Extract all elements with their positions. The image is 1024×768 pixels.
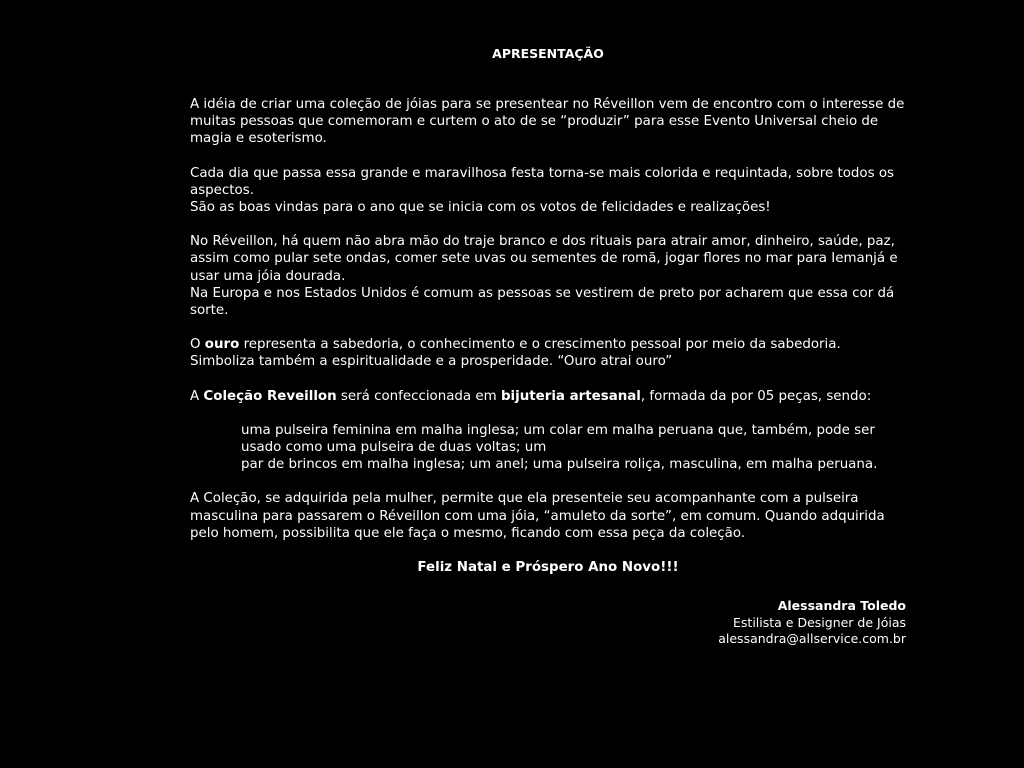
paragraph-intro: A idéia de criar uma coleção de jóias para se presentear no Réveillon vem de encontro com o interesse de muitas pessoas que comemoram e curtem o ato de se “produzir” para esse Evento Universal cheio de magia e esoterismo. [190,97,905,147]
closing-greeting: Feliz Natal e Próspero Ano Novo!!! [417,560,679,576]
paragraph-colecao-mid: será confeccionada em [336,388,501,404]
paragraph-colecao-pre: A [190,388,204,404]
paragraph-ouro [190,336,906,370]
paragraph-presente: A Coleção, se adquirida pela mulher, permite que ela presenteie seu acompanhante com a pulseira masculina para passarem o Réveillon com uma jóia, “amuleto da sorte”, em comum. Quando adquirida pelo homem, possibilita que ele faça o mesmo, ficando com essa peça da coleção. [190,491,885,541]
slide-title: APRESENTAÇÃO [492,46,604,61]
paragraph-items-1: uma pulseira feminina em malha inglesa; um colar em malha peruana que, também, pode ser usado como uma pulseira de duas voltas; um [241,422,875,456]
paragraph-items-2: par de brincos em malha inglesa; um anel; uma pulseira roliça, masculina, em malha peruana. [241,457,878,473]
paragraph-ouro-post: representa a sabedoria, o conhecimento e o crescimento pessoal por meio da sabedoria. Simboliza também a espiritualidade e a prosperidade. “Ouro atrai ouro” [190,337,841,370]
slide-content [190,45,906,648]
signature-role: Estilista e Designer de Jóias [733,614,906,630]
paragraph-colecao-post: , formada da por 05 peças, sendo: [640,388,872,404]
signature-email: alessandra@allservice.com.br [718,631,906,647]
paragraph-colecao [190,388,906,405]
paragraph-festa: Cada dia que passa essa grande e maravilhosa festa torna-se mais colorida e requintada, sobre todos os aspectos. [190,165,895,198]
signature-name: Alessandra Toledo [777,598,906,614]
paragraph-europa: Na Europa e nos Estados Unidos é comum as pessoas se vestirem de preto por acharem que essa cor dá sorte. [190,285,895,319]
paragraph-ouro-bold: ouro [204,337,240,353]
paragraph-ouro-pre: O [190,337,205,353]
paragraph-rituais: No Réveillon, há quem não abra mão do traje branco e dos rituais para atrair amor, dinheiro, saúde, paz, assim como pular sete ondas, comer sete uvas ou sementes de romã, jogar flores no mar para Iemanjá e usar uma jóia dourada. [190,234,898,284]
paragraph-colecao-bold-name: Coleção Reveillon [203,388,337,404]
signature-block [190,598,906,648]
paragraph-colecao-bold-material: bijuteria artesanal [500,388,641,404]
paragraph-boas-vindas: São as boas vindas para o ano que se inicia com os votos de felicidades e realizações! [190,200,771,216]
